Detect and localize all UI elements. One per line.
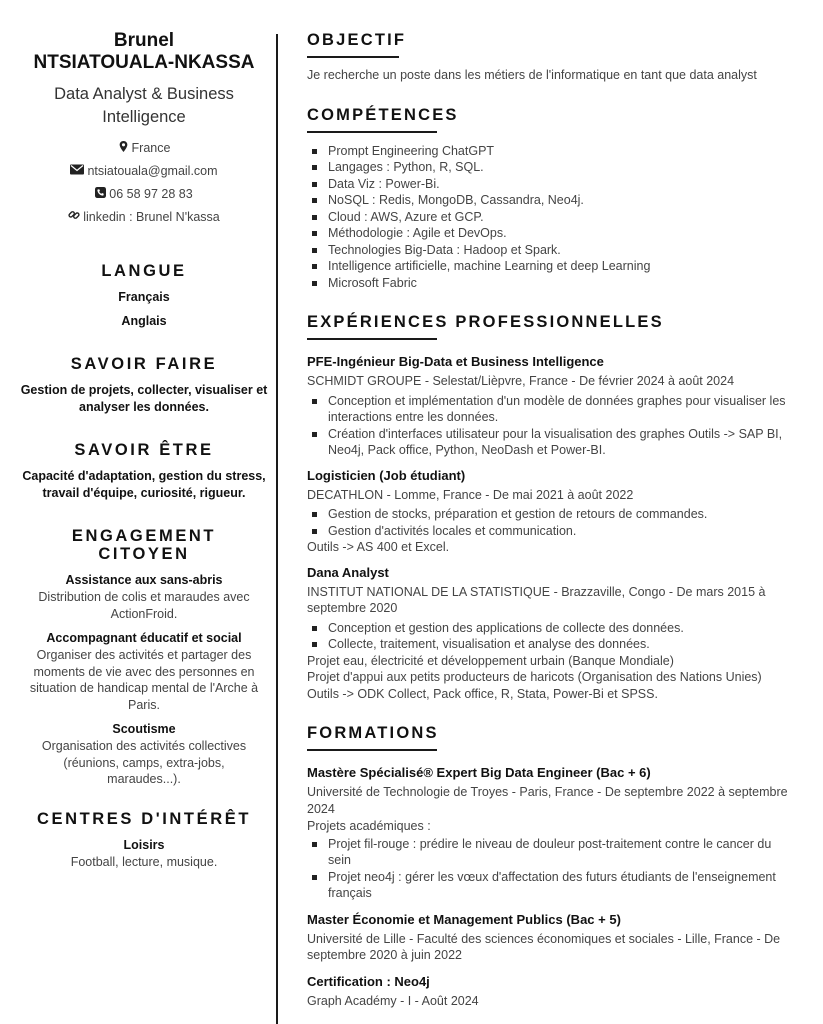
formation-title: Master Économie et Management Publics (Bac + 5) [307,911,621,927]
formation-title: Mastère Spécialisé® Expert Big Data Engineer (Bac + 6) [307,765,651,780]
experience-bullet: Conception et gestion des applications de collecte des données. [307,620,797,637]
left-column [20,30,268,870]
email-link[interactable]: ntsiatouala@gmail.com [87,164,218,178]
competence-item: Data Viz : Power-Bi. [307,176,797,193]
experiences-section [307,312,797,702]
column-divider [276,34,278,1024]
competence-item: Cloud : AWS, Azure et GCP. [307,209,797,226]
engagement-title: Accompagnant éducatif et social [46,631,242,645]
contact-list [20,137,268,229]
engagement-text: Distribution de colis et maraudes avec ActionFroid. [38,590,250,621]
engagement-text: Organisation des activités collectives (réunions, camps, extra-jobs, maraudes...). [41,739,247,786]
location-text: France [131,141,171,155]
formation-entry [307,764,797,902]
competences-list [307,143,797,292]
langue-heading: LANGUE [101,262,187,280]
interets-title: Loisirs [123,837,165,852]
formation-meta: Graph Académy - I - Août 2024 [307,993,479,1008]
experience-meta: DECATHLON - Lomme, France - De mai 2021 à août 2022 [307,487,634,502]
experience-title: PFE-Ingénieur Big-Data et Business Intelligence [307,354,604,369]
heading-rule [307,56,399,58]
heading-rule [307,338,437,340]
linkedin-row[interactable] [20,206,268,229]
interets-heading: CENTRES D'INTÉRÊT [36,809,252,828]
experience-bullets [307,506,797,539]
competence-item: Intelligence artificielle, machine Learning et deep Learning [307,258,797,275]
experience-meta: SCHMIDT GROUPE - Selestat/Lièpvre, France - De février 2024 à août 2024 [307,374,735,388]
link-icon [68,206,80,229]
competences-heading: COMPÉTENCES [307,105,459,124]
formation-entry [307,973,797,1010]
experience-entry [307,467,797,556]
competence-item: Langages : Python, R, SQL. [307,159,797,176]
experience-bullet: Création d'interfaces utilisateur pour la visualisation des graphes Outils -> SAP BI, Neo4j, Pack office, Python, NeoDash et Power-BI. [307,426,797,459]
formation-meta: Université de Lille - Faculté des sciences économiques et sociales - Lille, France - De septembre 2020 à juin 2022 [307,931,781,962]
experience-note: Projet d'appui aux petits producteurs de haricots (Organisation des Nations Unies) [307,670,762,684]
heading-rule [307,749,437,751]
phone-number[interactable]: 06 58 97 28 83 [109,187,193,201]
experience-bullet: Collecte, traitement, visualisation et analyse des données. [307,636,797,653]
savoir-etre-text: Capacité d'adaptation, gestion du stress, travail d'équipe, curiosité, rigueur. [22,469,266,500]
experience-title: Dana Analyst [307,564,389,580]
formation-bullet: Projet fil-rouge : prédire le niveau de douleur post-traitement contre le cancer du sein [307,836,797,869]
envelope-icon [70,160,84,183]
experience-entry [307,353,797,459]
formations-list [307,764,797,1009]
experience-title: Logisticien (Job étudiant) [307,467,466,483]
formations-section [307,723,797,1009]
phone-icon [95,183,106,206]
formation-bullets [307,836,797,902]
engagement-heading: ENGAGEMENT CITOYEN [71,527,217,563]
experience-bullet: Conception et implémentation d'un modèle de données graphes pour visualiser les interactions entre les données. [307,393,797,426]
langue-item: Anglais [121,314,167,328]
competence-item: Prompt Engineering ChatGPT [307,143,797,160]
job-title: Data Analyst & Business Intelligence [54,85,234,126]
objectif-text: Je recherche un poste dans les métiers de l'informatique en tant que data analyst [307,68,757,82]
competence-item: Méthodologie : Agile et DevOps. [307,225,797,242]
first-name: Brunel [113,30,175,51]
competences-section [307,105,797,292]
linkedin-link[interactable]: linkedin : Brunel N'kassa [83,210,220,224]
competence-item: Microsoft Fabric [307,275,797,292]
objectif-section [307,30,797,84]
formations-heading: FORMATIONS [307,724,439,742]
location-row [20,137,268,160]
formation-intro: Projets académiques : [307,819,431,833]
experiences-list [307,353,797,702]
map-pin-icon [118,137,129,160]
engagement-text: Organiser des activités et partager des moments de vie avec des personnes en situation de handicap mental de l'Arche à Paris. [29,648,259,712]
formation-title: Certification : Neo4j [307,973,430,989]
heading-rule [307,131,437,133]
formation-bullet: Projet neo4j : gérer les vœux d'affectation des futurs étudiants de l'enseignement français [307,869,797,902]
engagement-title: Assistance aux sans-abris [65,573,223,587]
interets-text: Football, lecture, musique. [70,854,218,869]
right-column [307,30,797,1009]
engagement-title: Scoutisme [112,722,176,736]
savoir-faire-text: Gestion de projets, collecter, visualiser et analyser les données. [20,383,268,414]
experience-bullets [307,620,797,653]
experience-note: Projet eau, électricité et développement urbain (Banque Mondiale) [307,653,674,668]
email-row[interactable] [20,160,268,183]
experience-bullet: Gestion de stocks, préparation et gestion de retours de commandes. [307,506,797,523]
formation-entry [307,911,797,964]
objectif-heading: OBJECTIF [307,31,407,49]
experience-entry [307,564,797,703]
experience-note: Outils -> AS 400 et Excel. [307,540,450,554]
experience-meta: INSTITUT NATIONAL DE LA STATISTIQUE - Brazzaville, Congo - De mars 2015 à septembre 2020 [307,584,766,615]
langue-item: Français [118,290,170,304]
savoir-etre-heading: SAVOIR ÊTRE [74,441,214,459]
experience-note: Outils -> ODK Collect, Pack office, R, Stata, Power-Bi et SPSS. [307,686,658,701]
last-name: NTSIATOUALA-NKASSA [33,52,255,73]
experience-bullet: Gestion d'activités locales et communication. [307,523,797,540]
experiences-heading: EXPÉRIENCES PROFESSIONNELLES [307,313,664,331]
formation-meta: Université de Technologie de Troyes - Paris, France - De septembre 2022 à septembre 2024 [307,785,788,816]
experience-bullets [307,393,797,459]
phone-row[interactable] [20,183,268,206]
competence-item: Technologies Big-Data : Hadoop et Spark. [307,242,797,259]
competence-item: NoSQL : Redis, MongoDB, Cassandra, Neo4j. [307,192,797,209]
savoir-faire-heading: SAVOIR FAIRE [70,355,218,373]
